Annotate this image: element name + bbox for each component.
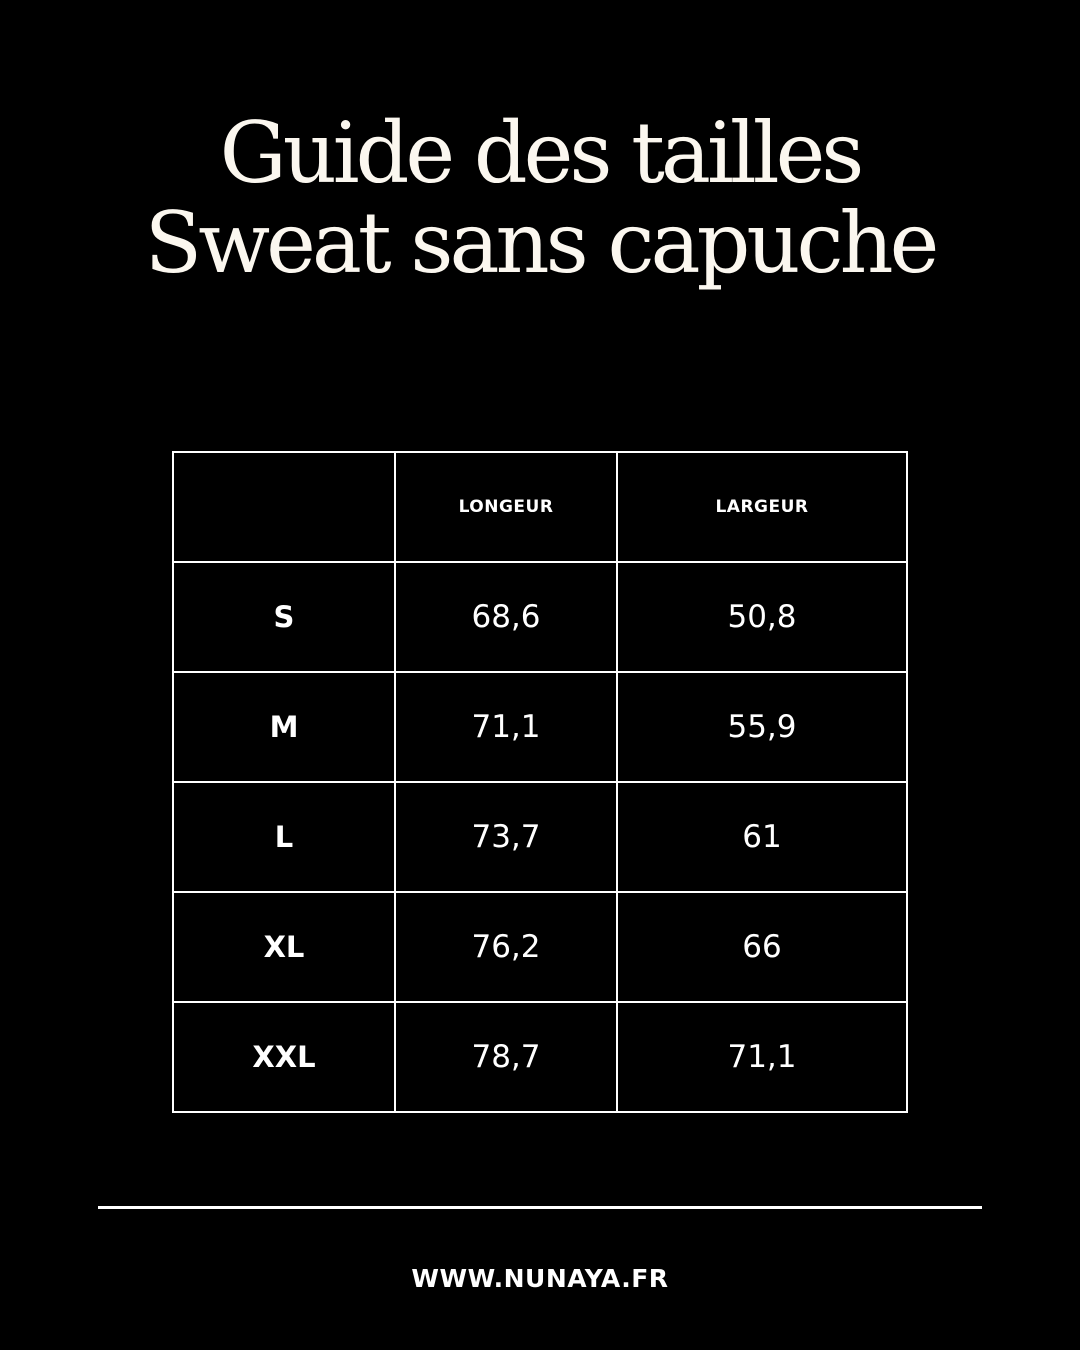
longeur-cell: 78,7 [395, 1002, 617, 1112]
size-cell: XL [173, 892, 395, 1002]
size-cell: M [173, 672, 395, 782]
size-table [172, 451, 908, 1113]
table-row [173, 782, 907, 892]
largeur-cell: 71,1 [617, 1002, 907, 1112]
table-row [173, 672, 907, 782]
longeur-cell: 68,6 [395, 562, 617, 672]
footer-website-url: WWW.NUNAYA.FR [411, 1264, 669, 1293]
footer-divider [98, 1206, 982, 1209]
table-row [173, 1002, 907, 1112]
longeur-cell: 71,1 [395, 672, 617, 782]
table-row [173, 892, 907, 1002]
header-largeur: LARGEUR [617, 452, 907, 562]
largeur-cell: 66 [617, 892, 907, 1002]
largeur-cell: 50,8 [617, 562, 907, 672]
table-header-row [173, 452, 907, 562]
header-empty-cell [173, 452, 395, 562]
size-cell: XXL [173, 1002, 395, 1112]
title-line-2: Sweat sans capuche [144, 194, 936, 292]
header-longeur: LONGEUR [395, 452, 617, 562]
longeur-cell: 73,7 [395, 782, 617, 892]
largeur-cell: 55,9 [617, 672, 907, 782]
title-line-1: Guide des tailles [219, 104, 861, 202]
page-title [0, 104, 1080, 292]
longeur-cell: 76,2 [395, 892, 617, 1002]
size-cell: S [173, 562, 395, 672]
largeur-cell: 61 [617, 782, 907, 892]
size-cell: L [173, 782, 395, 892]
table-row [173, 562, 907, 672]
